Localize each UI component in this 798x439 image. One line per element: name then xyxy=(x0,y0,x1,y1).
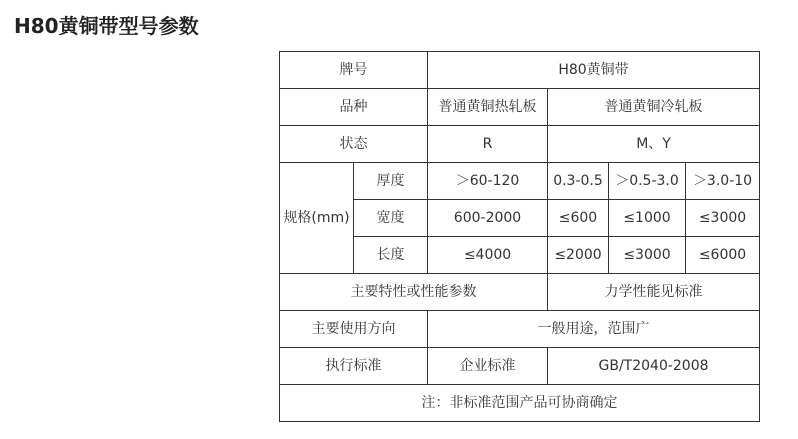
table-row-property xyxy=(280,274,760,311)
spec-table xyxy=(279,51,760,422)
width-cold-2: ≤1000 xyxy=(609,200,686,237)
table-note: 注：非标准范围产品可协商确定 xyxy=(280,385,760,422)
variety-hot: 普通黄铜热轧板 xyxy=(428,89,548,126)
variety-cold: 普通黄铜冷轧板 xyxy=(548,89,760,126)
state-cold: M、Y xyxy=(548,126,760,163)
usage-label: 主要使用方向 xyxy=(280,311,428,348)
spec-label: 规格(mm) xyxy=(280,163,354,274)
page-title: H80黄铜带型号参数 xyxy=(14,14,199,38)
table-row-state xyxy=(280,126,760,163)
usage-value: 一般用途，范围广 xyxy=(428,311,760,348)
state-hot: R xyxy=(428,126,548,163)
table-row-usage xyxy=(280,311,760,348)
width-label: 宽度 xyxy=(354,200,428,237)
property-label: 主要特性或性能参数 xyxy=(280,274,548,311)
width-hot: 600-2000 xyxy=(428,200,548,237)
length-hot: ≤4000 xyxy=(428,237,548,274)
thickness-label: 厚度 xyxy=(354,163,428,200)
standard-hot: 企业标准 xyxy=(428,348,548,385)
thickness-cold-2: ＞0.5-3.0 xyxy=(609,163,686,200)
table-row-thickness xyxy=(280,163,760,200)
thickness-hot: ＞60-120 xyxy=(428,163,548,200)
table-row-note xyxy=(280,385,760,422)
length-cold-3: ≤6000 xyxy=(686,237,760,274)
thickness-cold-3: ＞3.0-10 xyxy=(686,163,760,200)
standard-label: 执行标准 xyxy=(280,348,428,385)
property-value: 力学性能见标准 xyxy=(548,274,760,311)
width-cold-1: ≤600 xyxy=(548,200,609,237)
table-row-standard xyxy=(280,348,760,385)
length-cold-2: ≤3000 xyxy=(609,237,686,274)
state-label: 状态 xyxy=(280,126,428,163)
length-cold-1: ≤2000 xyxy=(548,237,609,274)
brand-label: 牌号 xyxy=(280,52,428,89)
length-label: 长度 xyxy=(354,237,428,274)
table-row-brand xyxy=(280,52,760,89)
brand-value: H80黄铜带 xyxy=(428,52,760,89)
standard-cold: GB/T2040-2008 xyxy=(548,348,760,385)
thickness-cold-1: 0.3-0.5 xyxy=(548,163,609,200)
width-cold-3: ≤3000 xyxy=(686,200,760,237)
variety-label: 品种 xyxy=(280,89,428,126)
table-row-variety xyxy=(280,89,760,126)
